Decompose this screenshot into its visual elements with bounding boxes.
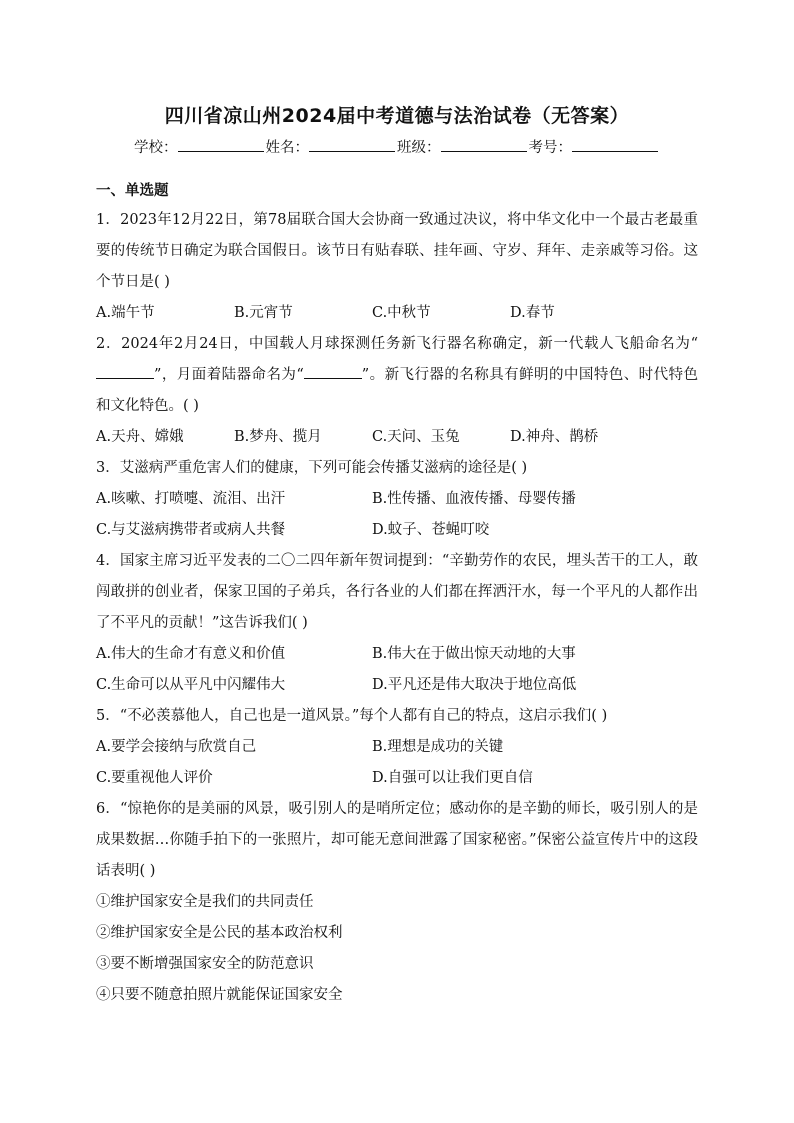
answer-blank xyxy=(304,364,362,379)
option-a: A.要学会接纳与欣赏自己 xyxy=(96,739,257,755)
question-1-options xyxy=(96,298,698,329)
exam-number-field xyxy=(529,136,661,157)
exam-number-label: 考号： xyxy=(528,140,572,156)
school-label: 学校： xyxy=(134,140,178,156)
statement-1: ①维护国家安全是我们的共同责任 xyxy=(96,894,314,910)
question-5: 5．“不必羡慕他人，自己也是一道风景。”每个人都有自己的特点，这启示我们( ) xyxy=(96,708,608,724)
question-5-options-row-1 xyxy=(96,732,698,763)
option-d: D.自强可以让我们更自信 xyxy=(372,770,533,786)
question-4-options-row-2 xyxy=(96,670,698,701)
school-blank xyxy=(178,137,264,152)
option-a: A.天舟、嫦娥 xyxy=(96,429,184,445)
question-2-part-1: 2．2024年2月24日，中国载人月球探测任务新飞行器名称确定，新一代载人飞船命名为“ xyxy=(96,336,698,352)
option-b: B.梦舟、揽月 xyxy=(234,429,322,445)
option-a: A.端午节 xyxy=(96,305,155,321)
question-2-options xyxy=(96,422,698,453)
page-title: 四川省凉山州2024届中考道德与法治试卷（无答案） xyxy=(164,105,630,127)
option-d: D.蚊子、苍蝇叮咬 xyxy=(372,522,490,538)
option-b: B.元宵节 xyxy=(234,305,293,321)
option-b: B.伟大在于做出惊天动地的大事 xyxy=(372,646,576,662)
option-a: A.咳嗽、打喷嚏、流泪、出汗 xyxy=(96,491,286,507)
exam-content xyxy=(96,177,698,1011)
question-4-options-row-1 xyxy=(96,639,698,670)
exam-number-blank xyxy=(572,137,658,152)
option-d: D.春节 xyxy=(510,305,555,321)
name-field xyxy=(266,136,398,157)
statement-4: ④只要不随意拍照片就能保证国家安全 xyxy=(96,987,343,1003)
option-d: D.神舟、鹊桥 xyxy=(510,429,599,445)
option-c: C.中秋节 xyxy=(372,305,431,321)
question-2-part-2: ”，月面着陆器命名为“ xyxy=(154,367,304,383)
option-c: C.与艾滋病携带者或病人共餐 xyxy=(96,522,286,538)
question-6: 6．“惊艳你的是美丽的风景，吸引别人的是哨所定位；感动你的是辛勤的师长，吸引别人的是成果数据…你随手拍下的一张照片，却可能无意间泄露了国家秘密。”保密公益宣传片中的这段话表明( ) xyxy=(96,801,698,879)
question-3-options-row-1 xyxy=(96,484,698,515)
answer-blank xyxy=(96,364,154,379)
question-2 xyxy=(96,329,698,422)
question-1: 1．2023年12月22日，第78届联合国大会协商一致通过决议，将中华文化中一个最古老最重要的传统节日确定为联合国假日。该节日有贴春联、挂年画、守岁、拜年、走亲戚等习俗。这个节日是( ) xyxy=(96,212,698,290)
question-4: 4．国家主席习近平发表的二〇二四年新年贺词提到：“辛勤劳作的农民，埋头苦干的工人，敢闯敢拼的创业者，保家卫国的子弟兵，各行各业的人们都在挥洒汗水，每一个平凡的人都作出了不平凡的贡献！”这告诉我们( ) xyxy=(96,553,698,631)
student-info-row xyxy=(0,136,794,157)
section-heading: 一、单选题 xyxy=(96,183,169,199)
question-3: 3．艾滋病严重危害人们的健康，下列可能会传播艾滋病的途径是( ) xyxy=(96,460,528,476)
question-3-options-row-2 xyxy=(96,515,698,546)
option-c: C.生命可以从平凡中闪耀伟大 xyxy=(96,677,286,693)
school-field xyxy=(134,136,266,157)
option-b: B.性传播、血液传播、母婴传播 xyxy=(372,491,576,507)
option-a: A.伟大的生命才有意义和价值 xyxy=(96,646,286,662)
option-c: C.天问、玉兔 xyxy=(372,429,460,445)
name-label: 姓名： xyxy=(265,140,309,156)
question-5-options-row-2 xyxy=(96,763,698,794)
question-2-part-3: ”。新飞行器的名称具有鲜明的中国特色、时代特色和文化特色。( ) xyxy=(96,367,698,414)
option-d: D.平凡还是伟大取决于地位高低 xyxy=(372,677,577,693)
name-blank xyxy=(309,137,395,152)
class-field xyxy=(397,136,529,157)
class-label: 班级： xyxy=(397,140,441,156)
class-blank xyxy=(441,137,527,152)
statement-2: ②维护国家安全是公民的基本政治权利 xyxy=(96,925,343,941)
option-b: B.理想是成功的关键 xyxy=(372,739,504,755)
statement-3: ③要不断增强国家安全的防范意识 xyxy=(96,956,314,972)
option-c: C.要重视他人评价 xyxy=(96,770,213,786)
